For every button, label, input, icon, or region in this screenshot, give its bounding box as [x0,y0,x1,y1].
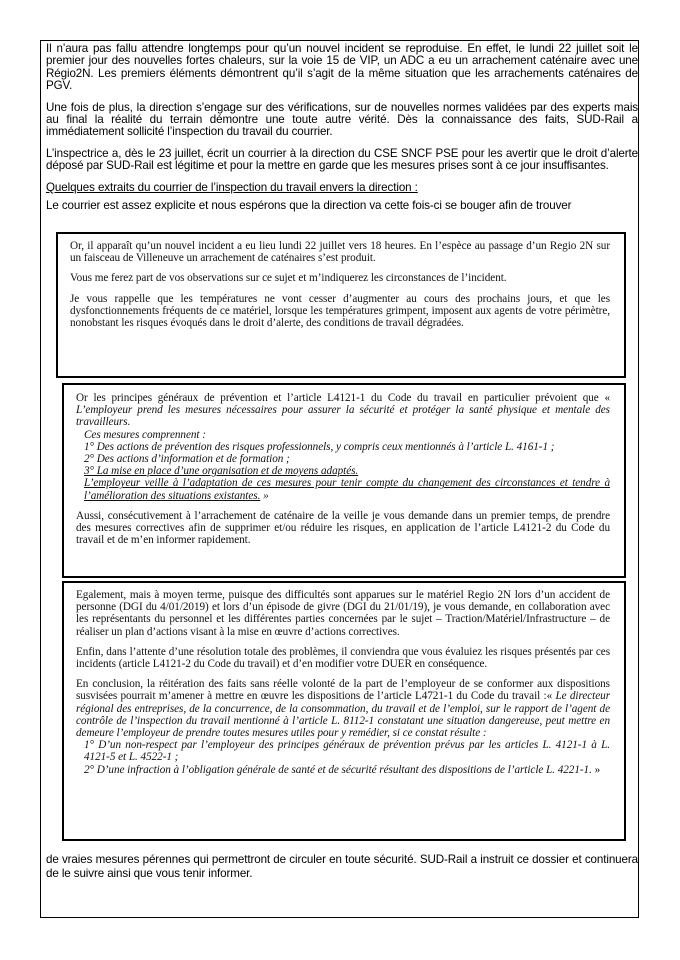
extract-2-item-1: 1° Des actions de prévention des risques professionnels, y compris ceux mentionnés à l’article L. 4161-1 ; [84,440,555,453]
extract-2-list-intro: Ces mesures comprennent : [84,428,206,441]
extract-1-paragraph-1: Or, il apparaît qu’un nouvel incident a eu lieu lundi 22 juillet vers 18 heures. En l’espèce au passage d’un Regio 2N sur un faisceau de Villeneuve un arrachement de caténaires s’est produit. [70,240,610,265]
letter-extract-3 [62,581,626,841]
intro-paragraph-3: L’inspectrice a, dès le 23 juillet, écrit un courrier à la direction du CSE SNCF PSE pour les avertir que le droit d’alerte déposé par SUD-Rail est légitime et pour la mettre en garde que les mesures prises sont à ce jour insuffisantes. [46,146,638,173]
extract-3-paragraph-2: Enfin, dans l’attente d’une résolution totale des problèmes, il conviendra que vous évaluiez les risques présentés par ces incidents (article L4121-2 du Code du travail) et d’en modifier votre DUER en conséquence. [76,645,610,671]
extract-2-lead-quote: L’employeur prend les mesures nécessaires pour assurer la sécurité et protéger la santé physique et mentale des travailleurs. [76,404,610,429]
intro-paragraph-1: Il n’aura pas fallu attendre longtemps pour qu’un nouvel incident se reproduise. En effet, le lundi 22 juillet soit le premier jour des nouvelles fortes chaleurs, sur la voie 15 de VIP, un ADC a eu un arrachement caténaire avec une Régio2N. Les premiers éléments démontrent qu’il s’agit de la même situation que les arrachements caténaires de PGV. [46,42,638,93]
extract-3-item-2: 2° D’une infraction à l’obligation générale de santé et de sécurité résultant des dispositions de l’article L. 4221-1. » [84,763,601,776]
extract-3-paragraph-1: Egalement, mais à moyen terme, puisque des difficultés sont apparues sur le matériel Regio 2N lors d’un accident de personne (DGI du 4/01/2019) et lors d’un épisode de givre (DGI du 21/01/19), je vous demande, en collaboration avec les représentants du personnel et les différentes parties concernées par le sujet – Traction/Matériel/Infrastructure – de réaliser un plan d’actions visant à la mise en œuvre d’actions correctives. [76,589,610,638]
extract-2-paragraph-2: Aussi, consécutivement à l’arrachement de caténaire de la veille je vous demande dans un premier temps, de prendre des mesures correctives afin de supprimer et/ou réduire les risques, en application de l’article L4121-2 du Code du travail et de m’en informer rapidement. [76,509,610,547]
extract-2-item-2: 2° Des actions d’information et de formation ; [84,453,290,466]
closing-text: de vraies mesures pérennes qui permettront de circuler en toute sécurité. SUD-Rail a instruit ce dossier et continuera de le suivre ainsi que vous tenir informer. [46,853,638,880]
extract-2-lead: Or les principes généraux de prévention et l’article L4121-1 du Code du travail en particulier prévoient que « L’employeur prend les mesures nécessaires pour assurer la sécurité et protéger la santé physique et mentale des travailleurs. [76,392,610,429]
letter-extract-2 [62,383,626,578]
intro-paragraph-5: Le courrier est assez explicite et nous espérons que la direction va cette fois-ci se bouger afin de trouver [46,199,572,213]
extract-1-paragraph-3: Je vous rappelle que les températures ne vont cesser d’augmenter au cours des prochains jours, et que les dysfonctionnements fréquents de ce matériel, lorsque les températures grimpent, imposent aux agents de votre périmètre, nonobstant les risques évoqués dans le droit d’alerte, des conditions de travail dégradées. [70,292,610,330]
letter-extract-1 [56,232,626,378]
extract-2-item-3: 3° La mise en place d’une organisation et de moyens adaptés. [84,465,359,478]
extract-1-paragraph-2: Vous me ferez part de vos observations sur ce sujet et m’indiquerez les circonstances de l’incident. [70,272,507,285]
extract-3-legal-quote: Le directeur régional des entreprises, de la concurrence, de la consommation, du travail et de l’emploi, sur le rapport de l’agent de contrôle de l’inspection du travail mentionné à l’article L. 8112-1 constatant une situation dangereuse, peut mettre en demeure l’employeur de prendre toutes mesures utiles pour y remédier, si ce constat résulte : [76,690,611,740]
extracts-heading: Quelques extraits du courrier de l’inspection du travail envers la direction : [46,180,418,194]
extract-3-paragraph-3: En conclusion, la réitération des faits sans réelle volonté de la part de l’employeur de se conformer aux dispositions susvisées pourrait m’amener à mettre en œuvre les dispositions de l’article L4721-1 du Code du travail :« Le directeur régional des entreprises, de la concurrence, de la consommation, du travail et de l’emploi, sur le rapport de l’agent de contrôle de l’inspection du travail mentionné à l’article L. 8112-1 constatant une situation dangereuse, peut mettre en demeure l’employeur de prendre toutes mesures utiles pour y remédier, si ce constat résulte : [76,678,611,740]
intro-paragraph-2: Une fois de plus, la direction s’engage sur des vérifications, sur de nouvelles normes validées par des experts mais au final la réalité du terrain démontre une toute autre vérité. Dès la connaissance des faits, SUD-Rail a immédiatement sollicité l’inspection du travail du courrier. [46,100,638,139]
extract-2-adaptation: L’employeur veille à l’adaptation de ces mesures pour tenir compte du changement des circonstances et tendre à l’amélioration des situations existantes. » [84,477,610,502]
intro-text [46,43,638,221]
extract-3-item-1: 1° D’un non-respect par l’employeur des principes généraux de prévention prévus par les articles L. 4121-1 à L. 4121-5 et L. 4522-1 ; [84,739,610,764]
